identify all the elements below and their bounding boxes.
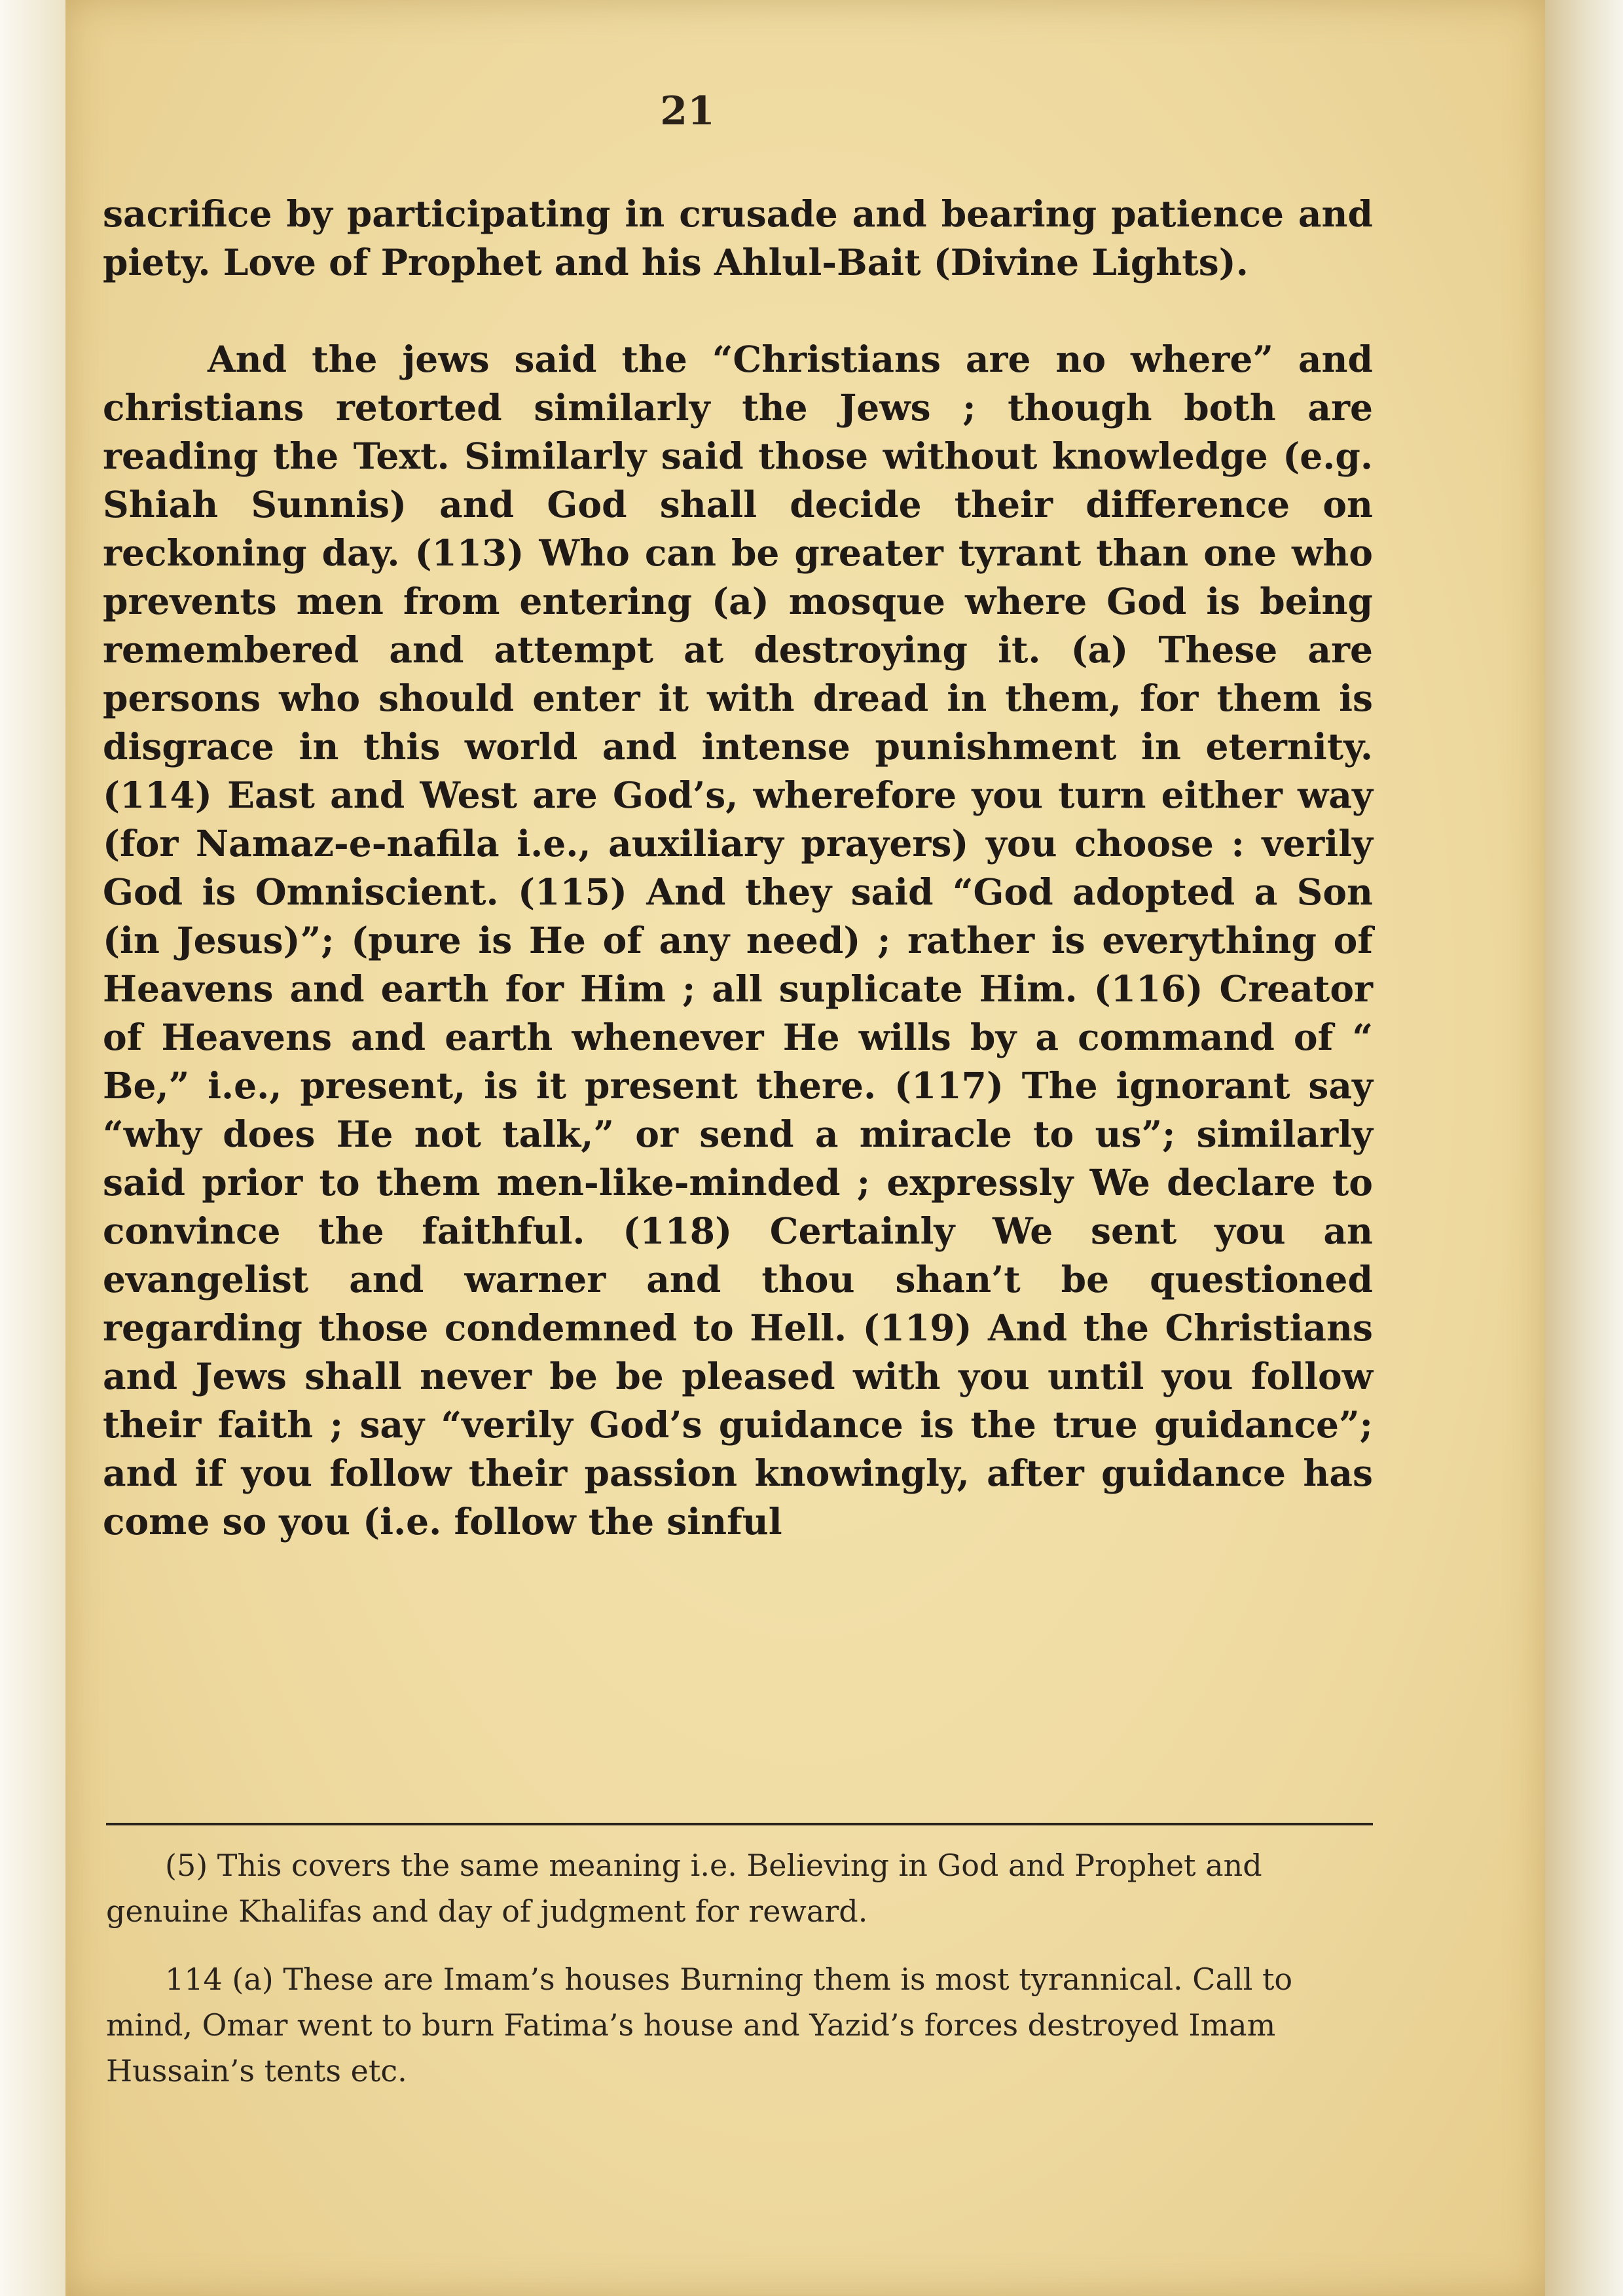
body-text xyxy=(103,190,1373,1546)
scan-margin-left xyxy=(0,0,65,2296)
footnote-114a: 114 (a) These are Imam’s houses Burning them is most tyrannical. Call to mind, Omar went to burn Fatima’s house and Yazid’s forces destroyed Imam Hussain’s tents etc. xyxy=(106,1962,1293,2089)
footnote-5: (5) This covers the same meaning i.e. Believing in God and Prophet and genuine Khalifas and day of judgment for reward. xyxy=(106,1848,1262,1929)
book-page xyxy=(65,0,1545,2296)
body-paragraph-1: sacrifice by participating in crusade and bearing patience and piety. Love of Prophet and his Ahlul-Bait (Divine Lights). xyxy=(103,192,1373,283)
scan-margin-right xyxy=(1544,0,1623,2296)
body-paragraph-2: And the jews said the “Christians are no where” and christians retorted similarly the Jews ; though both are reading the Text. Similarly said those without knowledge (e.g. Shiah Sunnis) and God shall decide their difference on reckoning day. (113) Who can be greater tyrant than one who prevents men from entering (a) mosque where God is being remembered and attempt at destroying it. (a) These are persons who should enter it with dread in them, for them is disgrace in this world and intense punishment in eternity. (114) East and West are God’s, wherefore you turn either way (for Namaz-e-nafila i.e., auxiliary prayers) you choose : verily God is Omniscient. (115) And they said “God adopted a Son (in Jesus)”; (pure is He of any need) ; rather is everything of Heavens and earth for Him ; all suplicate Him. (116) Creator of Heavens and earth whenever He wills by a command of “ Be,” i.e., present, is it present there. (117) The ignorant say “why does He not talk,” or send a miracle to us”; similarly said prior to them men-like-minded ; expressly We declare to convince the faithful. (118) Certainly We sent you an evangelist and warner and thou shan’t be questioned regarding those condemned to Hell. (119) And the Christians and Jews shall never be be pleased with you until you follow their faith ; say “verily God’s guidance is the true guidance”; and if you follow their passion knowingly, after guidance has come so you (i.e. follow the sinful xyxy=(103,338,1373,1543)
page-number: 21 xyxy=(660,88,715,134)
footnotes xyxy=(106,1842,1373,2094)
footnote-divider xyxy=(106,1823,1373,1825)
